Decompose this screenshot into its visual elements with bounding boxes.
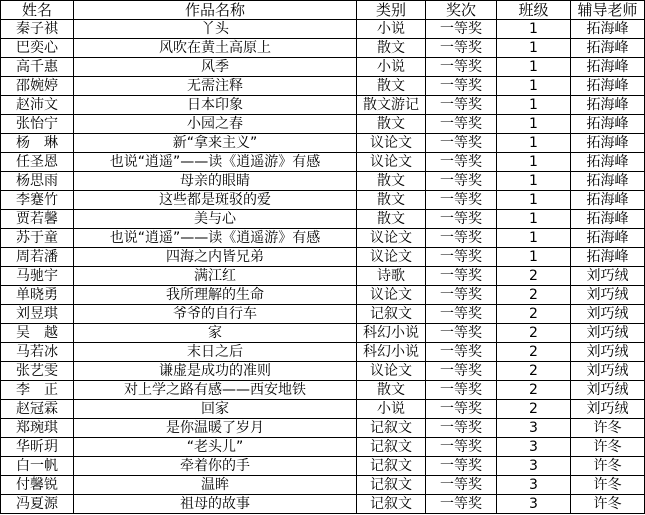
cell-name: 付馨锐: [1, 476, 74, 495]
cell-teacher: 刘巧绒: [571, 286, 645, 305]
cell-teacher: 拓海峰: [571, 248, 645, 267]
header-title: 作品名称: [74, 1, 357, 20]
table-row: [1, 210, 645, 229]
cell-teacher: 刘巧绒: [571, 305, 645, 324]
cell-teacher: 刘巧绒: [571, 381, 645, 400]
cell-award: 一等奖: [426, 134, 497, 153]
cell-class: 1: [497, 153, 571, 172]
cell-name: 张艺雯: [1, 362, 74, 381]
cell-award: 一等奖: [426, 286, 497, 305]
cell-name: 赵冠霖: [1, 400, 74, 419]
table-row: [1, 115, 645, 134]
cell-category: 诗歌: [357, 267, 426, 286]
cell-teacher: 许冬: [571, 457, 645, 476]
cell-name: 巴奕心: [1, 39, 74, 58]
cell-award: 一等奖: [426, 115, 497, 134]
table-row: [1, 343, 645, 362]
cell-category: 小说: [357, 400, 426, 419]
cell-category: 议论文: [357, 248, 426, 267]
cell-name: 赵沛文: [1, 96, 74, 115]
table-row: [1, 58, 645, 77]
cell-award: 一等奖: [426, 20, 497, 39]
cell-class: 1: [497, 191, 571, 210]
cell-award: 一等奖: [426, 476, 497, 495]
cell-title: 我所理解的生命: [74, 286, 357, 305]
cell-category: 记叙文: [357, 457, 426, 476]
table-row: [1, 153, 645, 172]
cell-class: 1: [497, 20, 571, 39]
cell-name: 李蹇竹: [1, 191, 74, 210]
cell-name: 华昕玥: [1, 438, 74, 457]
cell-teacher: 拓海峰: [571, 229, 645, 248]
cell-category: 记叙文: [357, 495, 426, 514]
table-row: [1, 476, 645, 495]
cell-teacher: 拓海峰: [571, 96, 645, 115]
cell-class: 1: [497, 229, 571, 248]
cell-category: 议论文: [357, 134, 426, 153]
cell-category: 散文: [357, 39, 426, 58]
cell-teacher: 拓海峰: [571, 134, 645, 153]
cell-award: 一等奖: [426, 400, 497, 419]
cell-class: 2: [497, 324, 571, 343]
table-row: [1, 457, 645, 476]
cell-category: 科幻小说: [357, 343, 426, 362]
cell-category: 议论文: [357, 153, 426, 172]
header-category: 类别: [357, 1, 426, 20]
cell-award: 一等奖: [426, 419, 497, 438]
cell-name: 马驰宇: [1, 267, 74, 286]
cell-category: 散文游记: [357, 96, 426, 115]
cell-teacher: 许冬: [571, 495, 645, 514]
cell-award: 一等奖: [426, 172, 497, 191]
cell-title: 新“拿来主义”: [74, 134, 357, 153]
cell-class: 3: [497, 476, 571, 495]
cell-name: 郑琬琪: [1, 419, 74, 438]
cell-class: 2: [497, 286, 571, 305]
cell-title: 也说“逍遥”——读《逍遥游》有感: [74, 153, 357, 172]
cell-teacher: 许冬: [571, 419, 645, 438]
header-row: [1, 1, 645, 20]
cell-class: 1: [497, 58, 571, 77]
cell-teacher: 拓海峰: [571, 39, 645, 58]
cell-name: 周若潘: [1, 248, 74, 267]
cell-title: 也说“逍遥”——读《逍遥游》有感: [74, 229, 357, 248]
cell-award: 一等奖: [426, 267, 497, 286]
cell-title: 风吹在黄土高原上: [74, 39, 357, 58]
cell-class: 3: [497, 495, 571, 514]
cell-title: 祖母的故事: [74, 495, 357, 514]
cell-name: 贾若馨: [1, 210, 74, 229]
cell-title: 丫头: [74, 20, 357, 39]
cell-class: 1: [497, 210, 571, 229]
cell-title: 爷爷的自行车: [74, 305, 357, 324]
cell-award: 一等奖: [426, 438, 497, 457]
cell-category: 科幻小说: [357, 324, 426, 343]
cell-title: 末日之后: [74, 343, 357, 362]
table-row: [1, 419, 645, 438]
cell-teacher: 刘巧绒: [571, 400, 645, 419]
table-row: [1, 191, 645, 210]
cell-category: 散文: [357, 115, 426, 134]
cell-title: “老头儿”: [74, 438, 357, 457]
cell-title: 四海之内皆兄弟: [74, 248, 357, 267]
cell-award: 一等奖: [426, 191, 497, 210]
cell-teacher: 刘巧绒: [571, 324, 645, 343]
cell-class: 3: [497, 438, 571, 457]
cell-category: 议论文: [357, 362, 426, 381]
table-row: [1, 267, 645, 286]
cell-award: 一等奖: [426, 305, 497, 324]
cell-teacher: 刘巧绒: [571, 362, 645, 381]
cell-category: 记叙文: [357, 438, 426, 457]
header-teacher: 辅导老师: [571, 1, 645, 20]
cell-award: 一等奖: [426, 495, 497, 514]
cell-category: 散文: [357, 210, 426, 229]
header-name: 姓名: [1, 1, 74, 20]
cell-teacher: 刘巧绒: [571, 343, 645, 362]
cell-class: 1: [497, 172, 571, 191]
cell-award: 一等奖: [426, 343, 497, 362]
table-row: [1, 324, 645, 343]
cell-title: 母亲的眼睛: [74, 172, 357, 191]
cell-name: 张怡宁: [1, 115, 74, 134]
cell-name: 单晓勇: [1, 286, 74, 305]
cell-name: 邵婉婷: [1, 77, 74, 96]
cell-category: 散文: [357, 381, 426, 400]
cell-name: 马若冰: [1, 343, 74, 362]
header-award: 奖次: [426, 1, 497, 20]
cell-teacher: 许冬: [571, 476, 645, 495]
cell-class: 2: [497, 343, 571, 362]
table-row: [1, 286, 645, 305]
table-row: [1, 172, 645, 191]
cell-class: 3: [497, 419, 571, 438]
table-row: [1, 305, 645, 324]
cell-category: 散文: [357, 191, 426, 210]
cell-title: 家: [74, 324, 357, 343]
cell-category: 记叙文: [357, 305, 426, 324]
cell-title: 对上学之路有感——西安地铁: [74, 381, 357, 400]
cell-award: 一等奖: [426, 58, 497, 77]
cell-class: 3: [497, 457, 571, 476]
table-row: [1, 134, 645, 153]
cell-name: 刘昱琪: [1, 305, 74, 324]
table-row: [1, 362, 645, 381]
cell-class: 2: [497, 400, 571, 419]
cell-class: 2: [497, 381, 571, 400]
cell-teacher: 拓海峰: [571, 77, 645, 96]
cell-category: 记叙文: [357, 419, 426, 438]
cell-teacher: 拓海峰: [571, 58, 645, 77]
cell-class: 2: [497, 305, 571, 324]
cell-title: 满江红: [74, 267, 357, 286]
cell-teacher: 刘巧绒: [571, 267, 645, 286]
cell-title: 温眸: [74, 476, 357, 495]
cell-award: 一等奖: [426, 381, 497, 400]
cell-award: 一等奖: [426, 39, 497, 58]
cell-teacher: 拓海峰: [571, 210, 645, 229]
cell-class: 1: [497, 134, 571, 153]
cell-class: 1: [497, 115, 571, 134]
table-row: [1, 39, 645, 58]
cell-title: 牵着你的手: [74, 457, 357, 476]
table-row: [1, 96, 645, 115]
cell-class: 2: [497, 267, 571, 286]
cell-teacher: 拓海峰: [571, 115, 645, 134]
cell-award: 一等奖: [426, 96, 497, 115]
table-row: [1, 229, 645, 248]
cell-award: 一等奖: [426, 248, 497, 267]
cell-award: 一等奖: [426, 457, 497, 476]
table-row: [1, 438, 645, 457]
table-row: [1, 20, 645, 39]
cell-category: 散文: [357, 172, 426, 191]
cell-category: 议论文: [357, 286, 426, 305]
cell-name: 秦子祺: [1, 20, 74, 39]
cell-title: 小园之春: [74, 115, 357, 134]
cell-teacher: 拓海峰: [571, 191, 645, 210]
cell-name: 杨思雨: [1, 172, 74, 191]
header-class: 班级: [497, 1, 571, 20]
cell-category: 小说: [357, 58, 426, 77]
cell-title: 回家: [74, 400, 357, 419]
cell-name: 苏于童: [1, 229, 74, 248]
cell-category: 议论文: [357, 229, 426, 248]
cell-award: 一等奖: [426, 229, 497, 248]
cell-teacher: 许冬: [571, 438, 645, 457]
cell-name: 杨 琳: [1, 134, 74, 153]
cell-name: 李 正: [1, 381, 74, 400]
cell-category: 小说: [357, 20, 426, 39]
cell-award: 一等奖: [426, 210, 497, 229]
cell-class: 1: [497, 39, 571, 58]
cell-name: 白一帆: [1, 457, 74, 476]
cell-name: 高千惠: [1, 58, 74, 77]
cell-teacher: 拓海峰: [571, 172, 645, 191]
table-row: [1, 400, 645, 419]
table-row: [1, 495, 645, 514]
cell-category: 记叙文: [357, 476, 426, 495]
cell-class: 1: [497, 77, 571, 96]
cell-name: 冯夏源: [1, 495, 74, 514]
table-row: [1, 381, 645, 400]
cell-award: 一等奖: [426, 153, 497, 172]
cell-name: 吴 越: [1, 324, 74, 343]
cell-title: 无需注释: [74, 77, 357, 96]
cell-title: 日本印象: [74, 96, 357, 115]
table-row: [1, 248, 645, 267]
cell-title: 是你温暖了岁月: [74, 419, 357, 438]
cell-teacher: 拓海峰: [571, 20, 645, 39]
cell-title: 这些都是斑驳的爱: [74, 191, 357, 210]
cell-class: 1: [497, 96, 571, 115]
cell-class: 1: [497, 248, 571, 267]
cell-award: 一等奖: [426, 362, 497, 381]
cell-award: 一等奖: [426, 324, 497, 343]
cell-award: 一等奖: [426, 77, 497, 96]
cell-teacher: 拓海峰: [571, 153, 645, 172]
cell-title: 谦虚是成功的准则: [74, 362, 357, 381]
cell-category: 散文: [357, 77, 426, 96]
cell-title: 美与心: [74, 210, 357, 229]
cell-name: 任圣恩: [1, 153, 74, 172]
cell-title: 风季: [74, 58, 357, 77]
cell-class: 2: [497, 362, 571, 381]
table-row: [1, 77, 645, 96]
